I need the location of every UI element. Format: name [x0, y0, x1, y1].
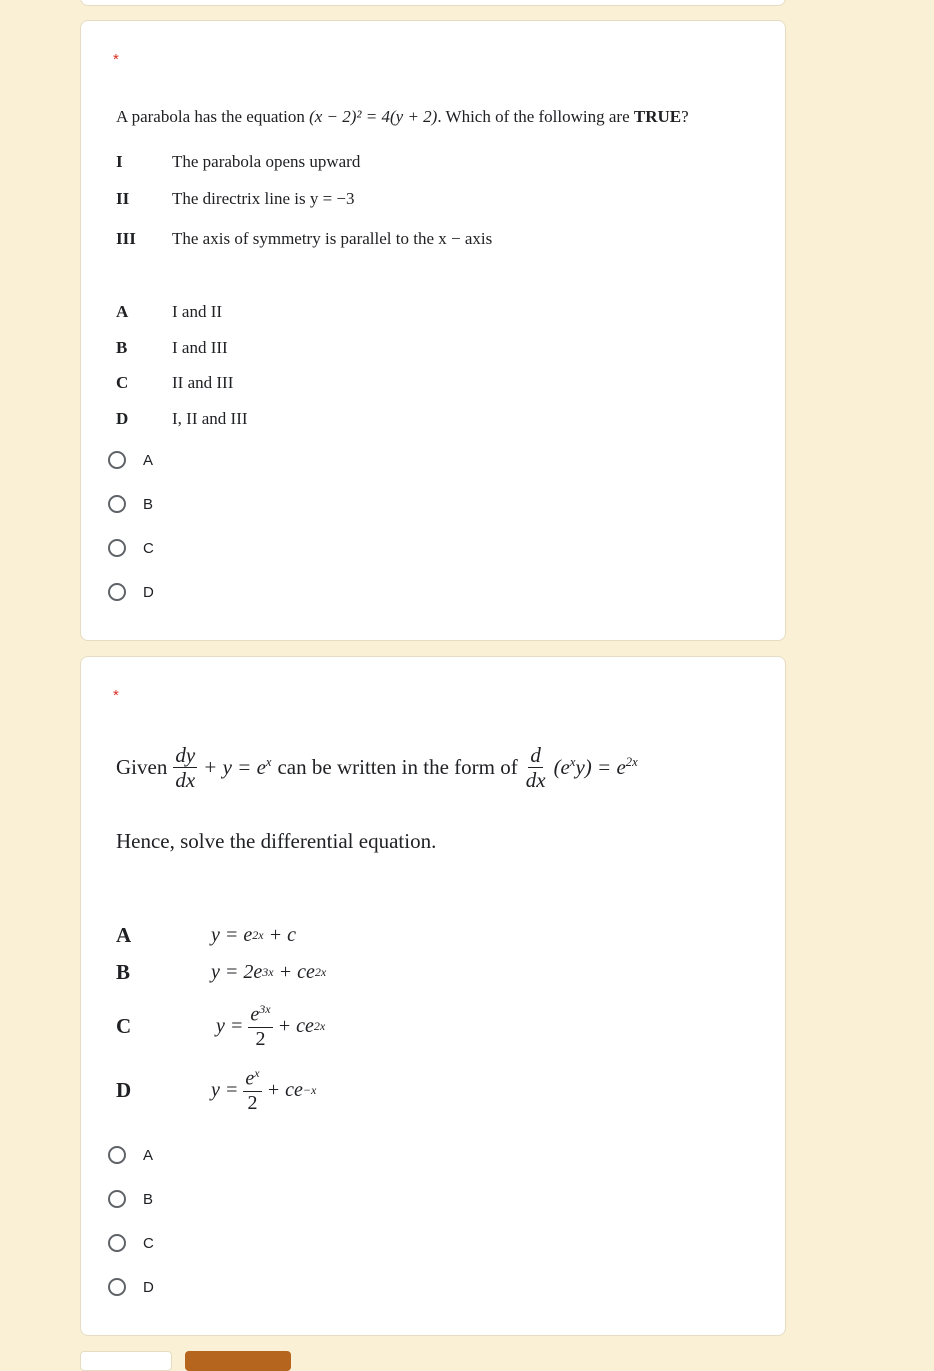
radio-button[interactable]	[108, 1146, 126, 1164]
next-button[interactable]	[185, 1351, 291, 1371]
back-button[interactable]	[80, 1351, 172, 1371]
d-dx-fraction: $\frac{d}{dx}$	[525, 743, 546, 793]
radio-choice-B[interactable]: B	[108, 495, 153, 513]
dy-dx-fraction: $\frac{dy}{dx}$	[175, 743, 196, 793]
radio-choice-C[interactable]: C	[108, 1234, 154, 1252]
radio-choice-A[interactable]: A	[108, 451, 153, 469]
question-prompt: Given $\frac{dy}{dx}$ + $y = e^x$ can be written in the form of $\frac{d}{dx}$ $(e^xy) = e^{2x}$	[116, 743, 638, 793]
answer-B: B y = 2e 3x + ce 2x	[116, 960, 327, 984]
answer-C: C y = $\frac{e^{3x}}{2}$ + ce 2x	[116, 1002, 326, 1050]
statement-I: I The parabola opens upward	[116, 152, 361, 171]
radio-button[interactable]	[108, 495, 126, 513]
radio-button[interactable]	[108, 451, 126, 469]
answer-A: A y = e 2x + c	[116, 923, 296, 947]
option-C: C II and III	[116, 373, 234, 392]
radio-choice-B[interactable]: B	[108, 1190, 153, 1208]
answer-C-formula: y = $\frac{e^{3x}}{2}$ + ce 2x	[211, 1002, 326, 1050]
required-asterisk: *	[113, 687, 119, 704]
answer-B-formula: y = 2e 3x + ce 2x	[211, 961, 327, 983]
radio-button[interactable]	[108, 539, 126, 557]
question-prompt: A parabola has the equation (x − 2)² = 4(y + 2). Which of the following are TRUE?	[116, 107, 689, 126]
radio-button[interactable]	[108, 1190, 126, 1208]
option-B: B I and III	[116, 338, 228, 357]
question-instruction: Hence, solve the differential equation.	[116, 829, 437, 853]
radio-button[interactable]	[108, 1278, 126, 1296]
answer-D-formula: y = $\frac{e^x}{2}$ + ce −x	[211, 1066, 317, 1114]
option-D: D I, II and III	[116, 409, 248, 428]
radio-choice-C[interactable]: C	[108, 539, 154, 557]
option-A: A I and II	[116, 302, 223, 321]
answer-D: D y = $\frac{e^x}{2}$ + ce −x	[116, 1066, 317, 1114]
radio-button[interactable]	[108, 583, 126, 601]
answer-A-formula: y = e 2x + c	[211, 924, 296, 946]
required-asterisk: *	[113, 51, 119, 68]
previous-card-edge	[80, 0, 786, 6]
statement-III: III The axis of symmetry is parallel to the x − axis	[116, 229, 493, 248]
question-card-1	[80, 20, 786, 641]
question-card-2	[80, 656, 786, 1336]
radio-choice-D[interactable]: D	[108, 583, 154, 601]
radio-choice-D[interactable]: D	[108, 1278, 154, 1296]
radio-choice-A[interactable]: A	[108, 1146, 153, 1164]
radio-button[interactable]	[108, 1234, 126, 1252]
parabola-equation: (x − 2)² = 4(y + 2)	[309, 107, 438, 126]
statement-II: II The directrix line is y = −3	[116, 189, 355, 208]
